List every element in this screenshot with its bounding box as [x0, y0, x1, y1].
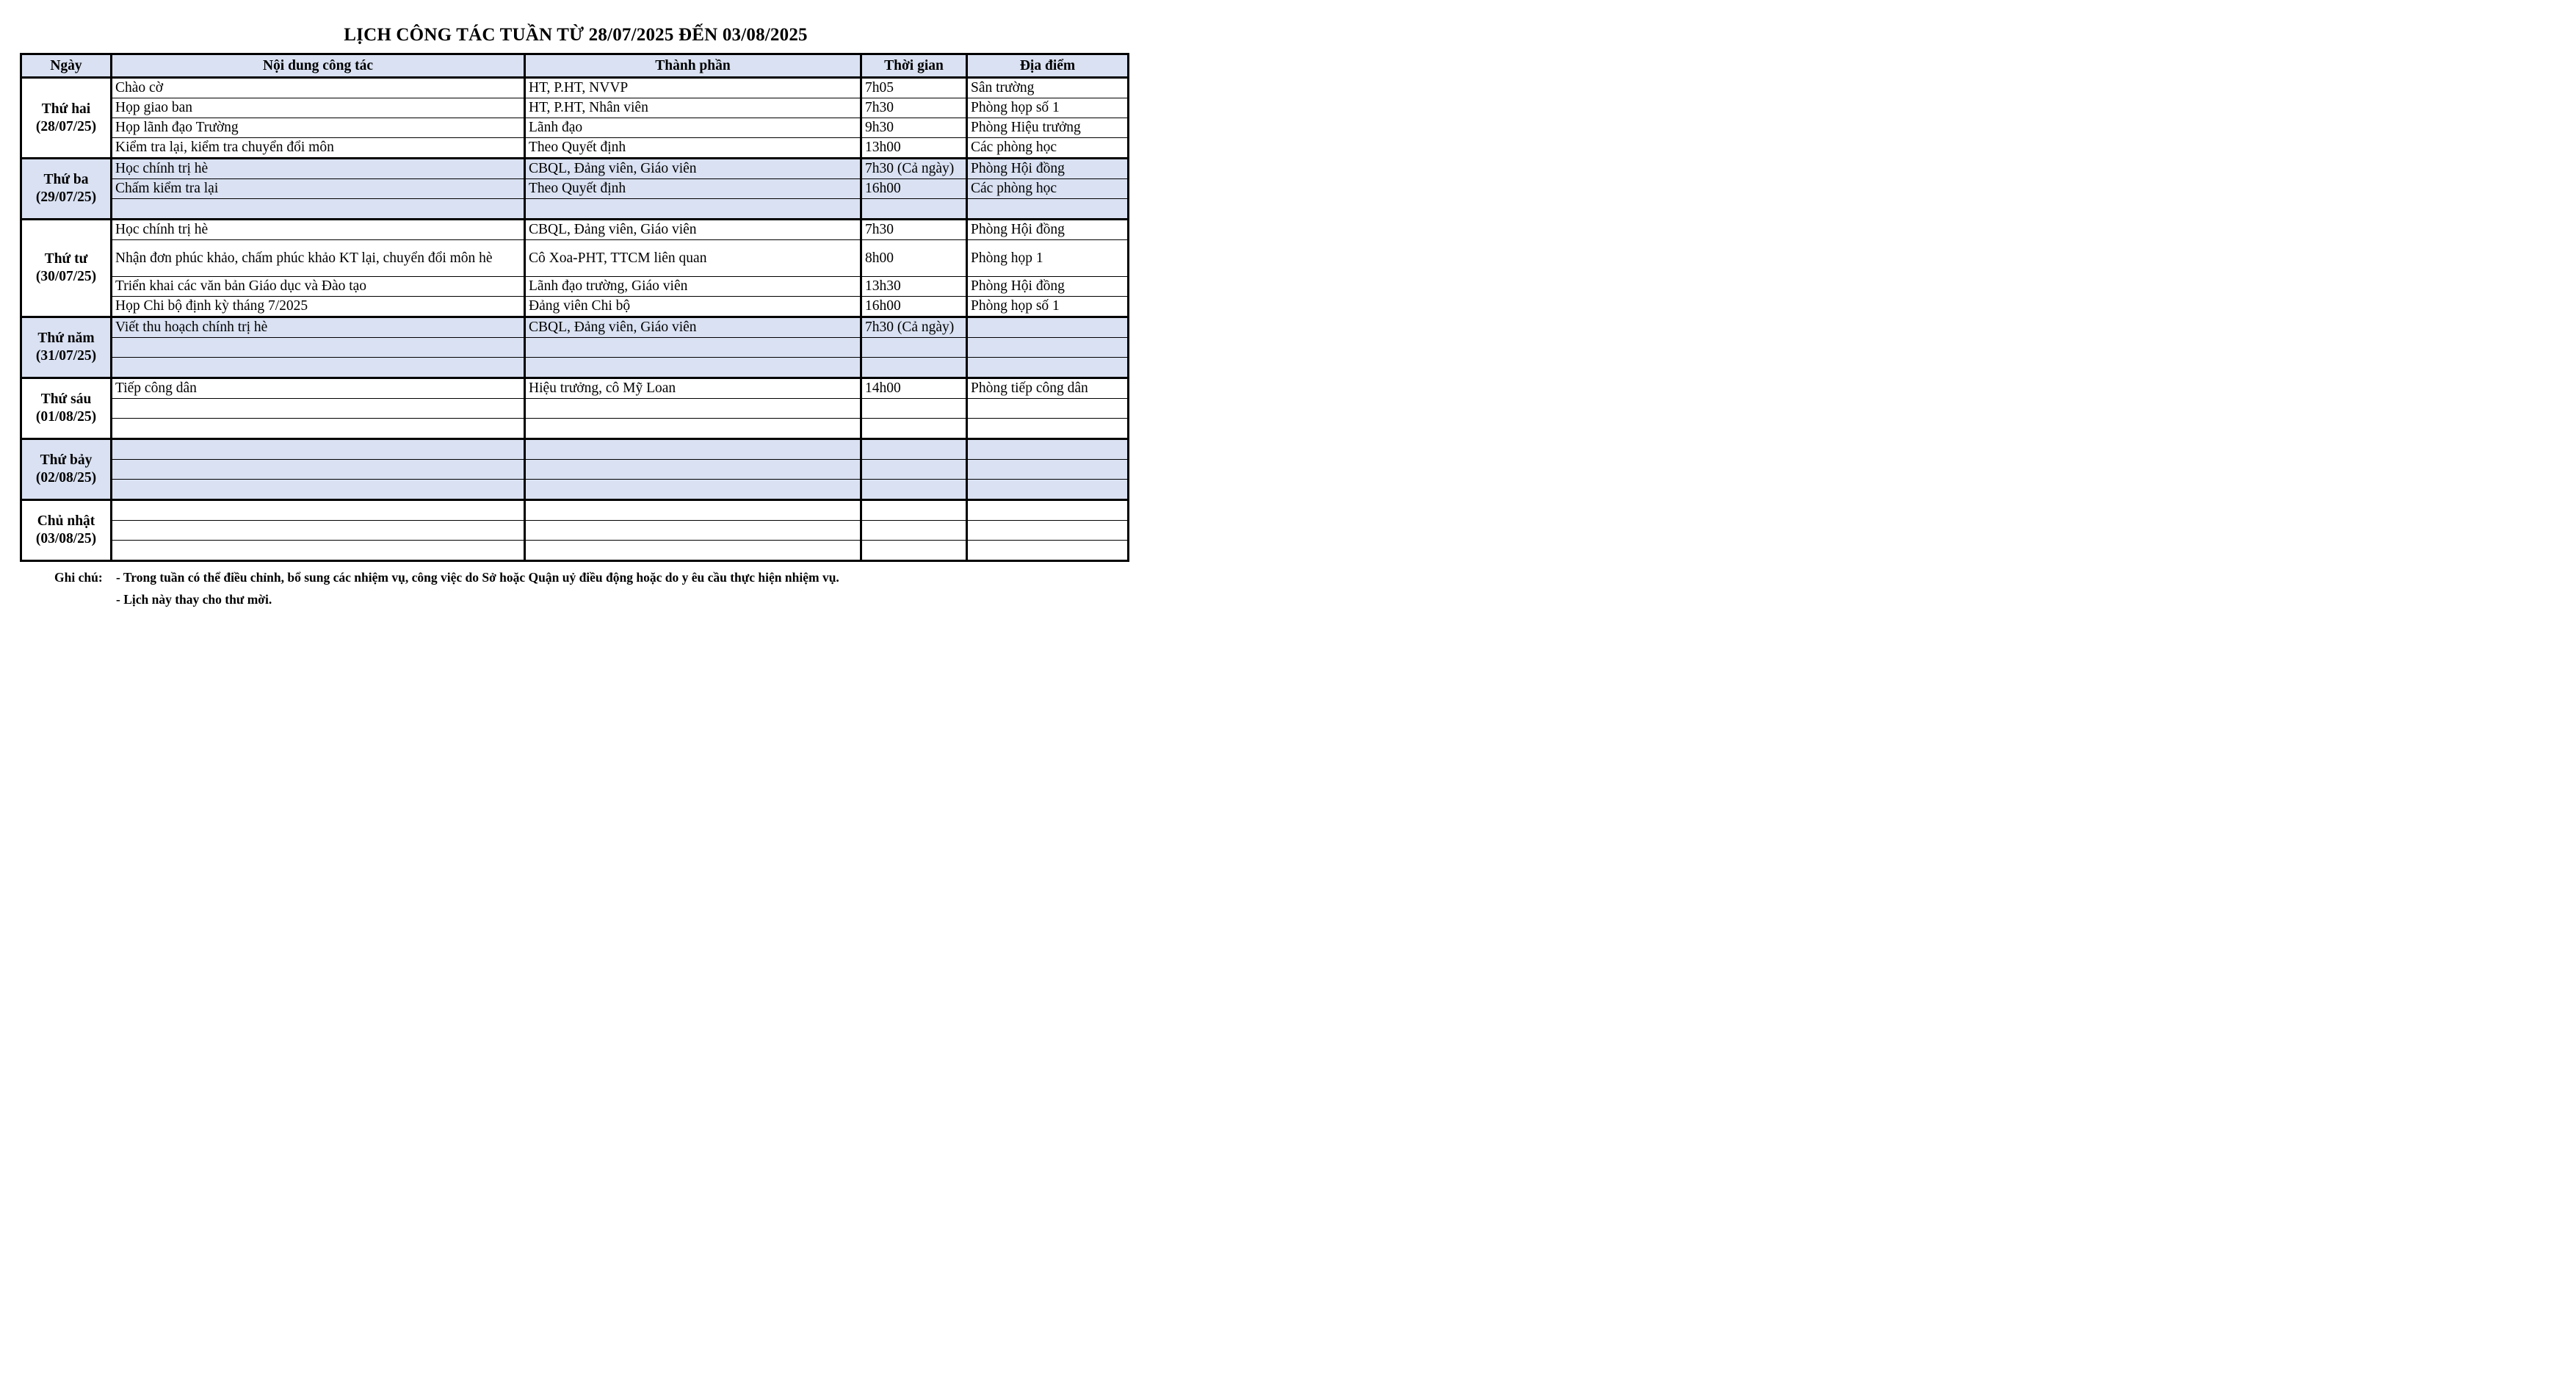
- cell-members: HT, P.HT, Nhân viên: [525, 98, 861, 118]
- schedule-title: LỊCH CÔNG TÁC TUẦN TỪ 28/07/2025 ĐẾN 03/08/2025: [344, 25, 808, 45]
- cell-members: Cô Xoa-PHT, TTCM liên quan: [525, 240, 861, 277]
- cell-members: [525, 419, 861, 439]
- day-name: Chủ nhật: [37, 513, 95, 529]
- table-row: [21, 240, 1129, 277]
- cell-content: [112, 521, 525, 541]
- cell-members: CBQL, Đảng viên, Giáo viên: [525, 220, 861, 240]
- cell-place: [967, 399, 1129, 419]
- cell-time: [861, 500, 967, 521]
- day-date: (30/07/25): [35, 269, 97, 284]
- day-date: (02/08/25): [35, 470, 97, 485]
- cell-place: Phòng Hội đồng: [967, 277, 1129, 297]
- cell-time: 16h00: [861, 297, 967, 317]
- cell-members: [525, 199, 861, 220]
- day-group-thursday: [21, 317, 1129, 378]
- cell-place: Phòng Hội đồng: [967, 220, 1129, 240]
- table-row: [21, 338, 1129, 358]
- cell-time: 13h30: [861, 277, 967, 297]
- day-group-wednesday: [21, 220, 1129, 317]
- notes-label: Ghi chú:: [54, 570, 103, 585]
- cell-time: [861, 460, 967, 480]
- table-row: [21, 179, 1129, 199]
- cell-place: Phòng Hội đồng: [967, 159, 1129, 179]
- cell-time: 13h00: [861, 138, 967, 159]
- cell-content: Nhận đơn phúc khảo, chấm phúc khảo KT lại, chuyển đổi môn hè: [112, 240, 525, 277]
- note-line: - Lịch này thay cho thư mời.: [116, 592, 272, 607]
- cell-place: [967, 521, 1129, 541]
- day-name: Thứ bảy: [40, 452, 93, 468]
- cell-place: [967, 460, 1129, 480]
- cell-place: [967, 541, 1129, 561]
- table-row: [21, 439, 1129, 460]
- day-cell: [21, 439, 112, 500]
- day-group-monday: [21, 78, 1129, 159]
- cell-content: [112, 541, 525, 561]
- cell-members: Theo Quyết định: [525, 179, 861, 199]
- cell-time: [861, 199, 967, 220]
- cell-time: 14h00: [861, 378, 967, 399]
- schedule-table: [20, 53, 1129, 562]
- cell-place: Các phòng học: [967, 179, 1129, 199]
- cell-members: [525, 480, 861, 500]
- cell-place: Phòng tiếp công dân: [967, 378, 1129, 399]
- day-name: Thứ năm: [37, 331, 95, 346]
- table-row: [21, 521, 1129, 541]
- cell-time: 8h00: [861, 240, 967, 277]
- header-time: Thời gian: [861, 54, 967, 78]
- cell-time: 7h05: [861, 78, 967, 98]
- cell-place: [967, 419, 1129, 439]
- day-group-saturday: [21, 439, 1129, 500]
- day-group-tuesday: [21, 159, 1129, 220]
- cell-members: [525, 338, 861, 358]
- day-name: Thứ sáu: [40, 391, 92, 407]
- day-date: (31/07/25): [35, 348, 97, 364]
- cell-content: Họp giao ban: [112, 98, 525, 118]
- day-group-sunday: [21, 500, 1129, 561]
- day-date: (28/07/25): [35, 118, 97, 134]
- cell-time: 9h30: [861, 118, 967, 138]
- cell-time: 7h30: [861, 220, 967, 240]
- cell-place: Sân trường: [967, 78, 1129, 98]
- cell-content: Chào cờ: [112, 78, 525, 98]
- cell-content: Họp Chi bộ định kỳ tháng 7/2025: [112, 297, 525, 317]
- cell-members: [525, 460, 861, 480]
- cell-time: [861, 399, 967, 419]
- day-group-friday: [21, 378, 1129, 439]
- cell-time: [861, 521, 967, 541]
- table-row: [21, 297, 1129, 317]
- cell-content: [112, 199, 525, 220]
- cell-time: 16h00: [861, 179, 967, 199]
- cell-content: [112, 419, 525, 439]
- header-content: Nội dung công tác: [112, 54, 525, 78]
- table-row: [21, 460, 1129, 480]
- header-day: Ngày: [21, 54, 112, 78]
- table-row: [21, 277, 1129, 297]
- table-row: [21, 358, 1129, 378]
- cell-place: [967, 338, 1129, 358]
- note-line: - Trong tuần có thể điều chỉnh, bổ sung các nhiệm vụ, công việc do Sở hoặc Quận uỷ điều động hoặc do y êu cầu thực hiện nhiệm vụ.: [116, 570, 839, 585]
- day-cell: [21, 378, 112, 439]
- cell-members: [525, 399, 861, 419]
- day-cell: [21, 159, 112, 220]
- table-row: [21, 419, 1129, 439]
- day-date: (03/08/25): [35, 531, 97, 546]
- cell-place: [967, 480, 1129, 500]
- cell-time: [861, 439, 967, 460]
- cell-members: [525, 521, 861, 541]
- cell-members: CBQL, Đảng viên, Giáo viên: [525, 159, 861, 179]
- cell-time: 7h30 (Cả ngày): [861, 317, 967, 338]
- table-row: [21, 399, 1129, 419]
- cell-members: Đảng viên Chi bộ: [525, 297, 861, 317]
- cell-time: 7h30: [861, 98, 967, 118]
- day-cell: [21, 220, 112, 317]
- table-row: [21, 118, 1129, 138]
- cell-place: [967, 439, 1129, 460]
- day-cell: [21, 317, 112, 378]
- table-row: [21, 317, 1129, 338]
- table-row: [21, 159, 1129, 179]
- cell-members: Lãnh đạo trường, Giáo viên: [525, 277, 861, 297]
- cell-content: [112, 338, 525, 358]
- cell-content: Học chính trị hè: [112, 159, 525, 179]
- cell-content: Tiếp công dân: [112, 378, 525, 399]
- cell-members: [525, 439, 861, 460]
- cell-content: Kiểm tra lại, kiểm tra chuyển đổi môn: [112, 138, 525, 159]
- cell-content: Họp lãnh đạo Trường: [112, 118, 525, 138]
- cell-content: [112, 460, 525, 480]
- cell-place: Phòng họp số 1: [967, 98, 1129, 118]
- cell-members: [525, 358, 861, 378]
- table-row: [21, 378, 1129, 399]
- cell-place: [967, 500, 1129, 521]
- day-name: Thứ hai: [41, 101, 91, 117]
- cell-content: Chấm kiểm tra lại: [112, 179, 525, 199]
- day-cell: [21, 500, 112, 561]
- table-row: [21, 220, 1129, 240]
- cell-time: [861, 541, 967, 561]
- cell-members: Lãnh đạo: [525, 118, 861, 138]
- cell-content: Viết thu hoạch chính trị hè: [112, 317, 525, 338]
- cell-place: [967, 199, 1129, 220]
- cell-members: [525, 541, 861, 561]
- cell-place: Các phòng học: [967, 138, 1129, 159]
- header-place: Địa điểm: [967, 54, 1129, 78]
- table-row: [21, 500, 1129, 521]
- cell-content: [112, 480, 525, 500]
- day-name: Thứ ba: [43, 172, 89, 187]
- cell-time: 7h30 (Cả ngày): [861, 159, 967, 179]
- cell-place: Phòng Hiệu trưởng: [967, 118, 1129, 138]
- table-row: [21, 199, 1129, 220]
- cell-content: [112, 500, 525, 521]
- cell-members: CBQL, Đảng viên, Giáo viên: [525, 317, 861, 338]
- cell-content: Triển khai các văn bản Giáo dục và Đào tạo: [112, 277, 525, 297]
- table-row: [21, 541, 1129, 561]
- cell-content: [112, 439, 525, 460]
- cell-time: [861, 419, 967, 439]
- cell-time: [861, 480, 967, 500]
- table-row: [21, 480, 1129, 500]
- table-row: [21, 98, 1129, 118]
- cell-time: [861, 358, 967, 378]
- day-date: (29/07/25): [35, 189, 97, 205]
- cell-place: [967, 358, 1129, 378]
- cell-content: [112, 399, 525, 419]
- cell-content: [112, 358, 525, 378]
- header-row: [21, 54, 1129, 78]
- cell-place: [967, 317, 1129, 338]
- cell-content: Học chính trị hè: [112, 220, 525, 240]
- cell-place: Phòng họp 1: [967, 240, 1129, 277]
- cell-members: Theo Quyết định: [525, 138, 861, 159]
- header-members: Thành phần: [525, 54, 861, 78]
- cell-members: Hiệu trưởng, cô Mỹ Loan: [525, 378, 861, 399]
- cell-members: [525, 500, 861, 521]
- cell-time: [861, 338, 967, 358]
- table-row: [21, 78, 1129, 98]
- day-cell: [21, 78, 112, 159]
- table-row: [21, 138, 1129, 159]
- day-name: Thứ tư: [44, 251, 88, 267]
- day-date: (01/08/25): [35, 409, 97, 425]
- cell-members: HT, P.HT, NVVP: [525, 78, 861, 98]
- cell-place: Phòng họp số 1: [967, 297, 1129, 317]
